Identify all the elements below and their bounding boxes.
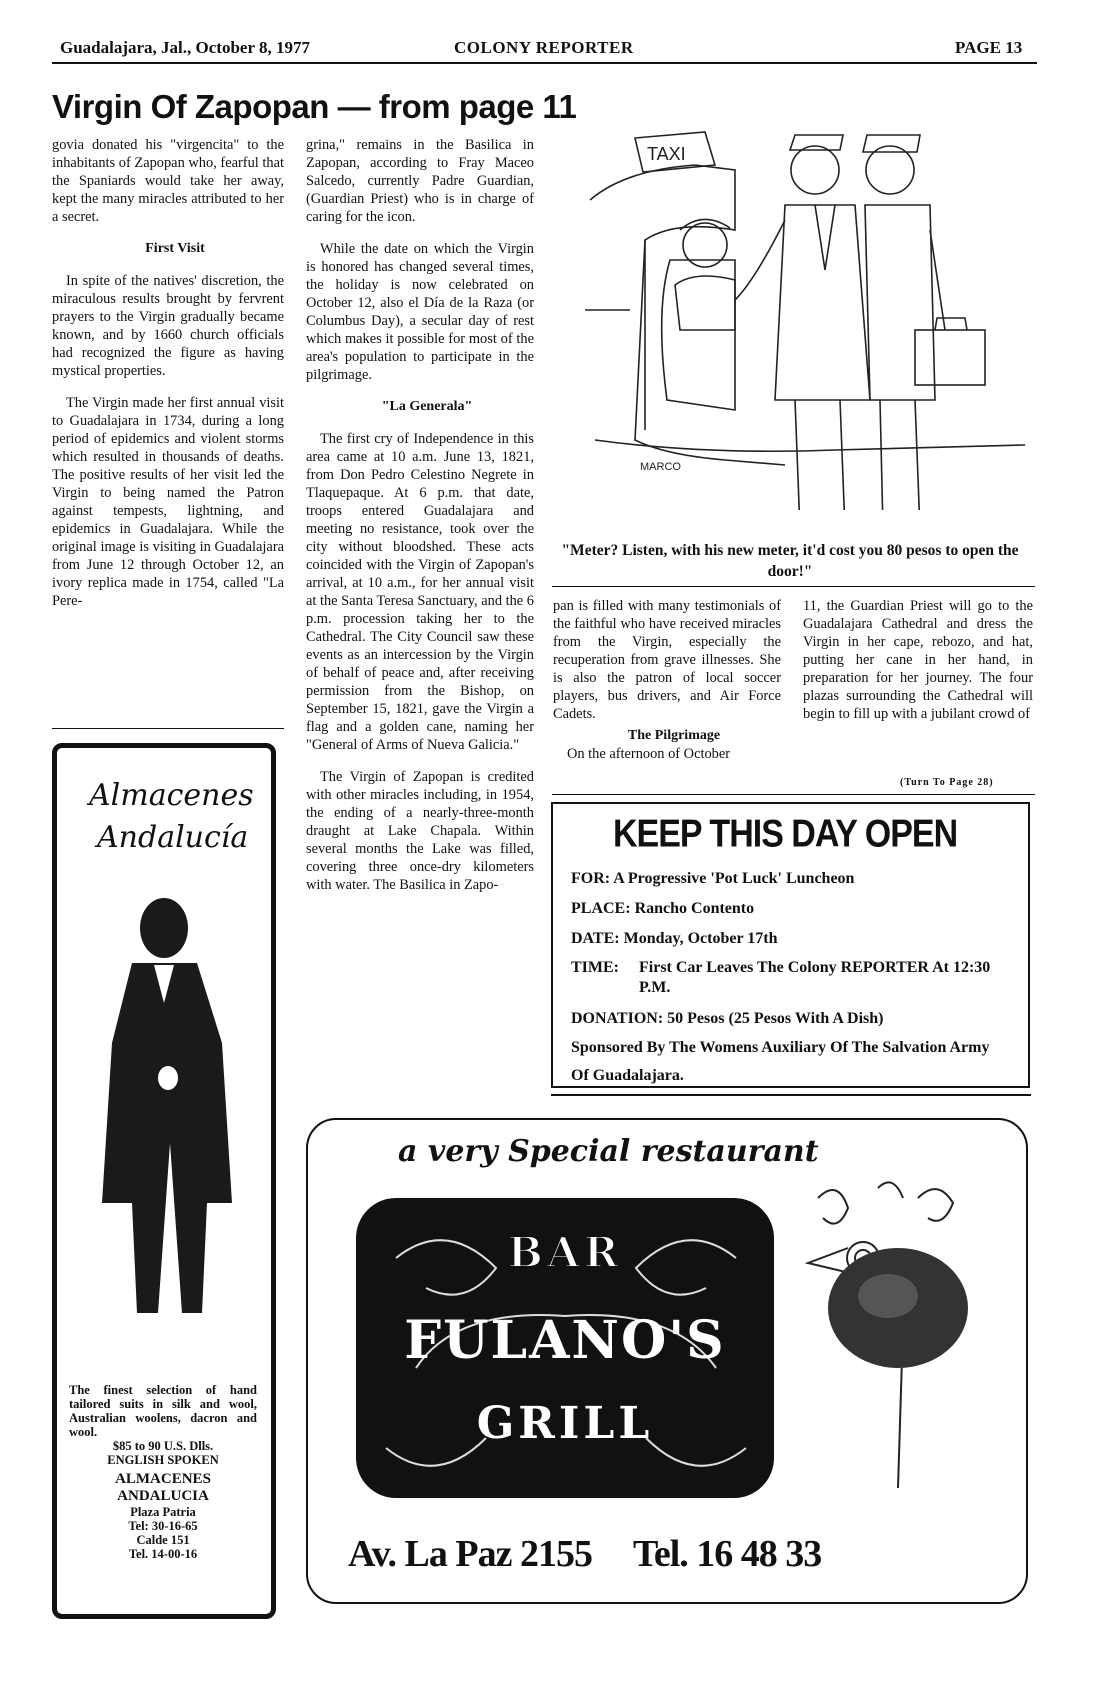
almacenes-name-2: ANDALUCIA xyxy=(117,1488,209,1504)
caption-rule xyxy=(552,586,1035,587)
notice-sponsor: Sponsored By The Womens Auxiliary Of The Salvation Army Of Guadalajara. xyxy=(571,1039,990,1084)
notice-title: KEEP THIS DAY OPEN xyxy=(613,812,958,856)
taxi-cartoon-drawing xyxy=(585,110,1030,510)
cartoon-signature: MARCO xyxy=(640,461,681,473)
almacenes-advertisement xyxy=(52,743,276,1619)
paragraph: While the date on which the Virgin is honored has changed several times, the holiday is now celebrated on October 12, also el Día de la Raza (or Columbus Day), a secular day of rest which makes it possible for most of the area's population to participate in the pilgrimage. xyxy=(306,241,534,383)
label: PLACE: xyxy=(571,900,631,917)
restaurant-phone: Tel. 16 48 33 xyxy=(633,1533,822,1575)
notice-donation xyxy=(571,1004,1011,1034)
paragraph: The Virgin made her first annual visit to Guadalajara in 1734, during a long period of epidemics and violent storms which resulted in thousands of deaths. The positive results of her visit led the Virgin to being named the Patron against tempests, lightning, and epidemics in Guadalajara. While the original image is visiting in Guadalajara from June 12 through October 12, an ivory replica made in 1754, called "La Pere- xyxy=(52,395,284,609)
subhead-la-generala: "La Generala" xyxy=(381,399,473,414)
almacenes-price: $85 to 90 U.S. Dlls. xyxy=(112,1439,214,1453)
subhead-first-visit: First Visit xyxy=(145,241,205,256)
almacenes-address-2: Calde 151 xyxy=(136,1533,190,1547)
page-number: PAGE 13 xyxy=(955,38,1023,57)
article-column-2 xyxy=(306,136,534,908)
dateline: Guadalajara, Jal., October 8, 1977 xyxy=(60,38,310,57)
notice-for xyxy=(571,864,1011,894)
restaurant-address: Av. La Paz 2155 xyxy=(348,1533,592,1575)
notice-time xyxy=(571,958,1011,998)
label: TIME: xyxy=(571,959,619,976)
turn-to-page: (Turn To Page 28) xyxy=(900,777,994,788)
article-column-1 xyxy=(52,136,284,624)
notice-date xyxy=(571,924,1011,954)
value: Rancho Contento xyxy=(634,900,755,917)
article-column-3 xyxy=(553,597,781,777)
paragraph: pan is filled with many testimonials of the faithful who have received miracles from the Virgin, especially the recuperation from grave illnesses. She is also the patron of local soccer players, bus drivers, and Air Force Cadets. xyxy=(553,598,781,722)
value: First Car Leaves The Colony REPORTER At 12:30 P.M. xyxy=(639,959,991,996)
paragraph: grina," remains in the Basilica in Zapopan, according to Fray Maceo Salcedo, currently Padre Guardian, (Guardian Priest) who is in charge of caring for the icon. xyxy=(306,137,534,225)
almacenes-phone-1: Tel: 30-16-65 xyxy=(128,1519,198,1533)
paragraph: govia donated his "virgencita" to the inhabitants of Zapopan who, fearful that the Spaniards would take her away, kept the many miracles attributed to her a secret. xyxy=(52,137,284,225)
almacenes-name-1: ALMACENES xyxy=(115,1471,211,1487)
almacenes-title-2: Andalucía xyxy=(97,820,249,855)
paragraph: In spite of the natives' discretion, the miraculous results brought by fervrent prayers to the Virgin gradually became known, and by 1660 church officials had recognized the figure as having mystical properties. xyxy=(52,273,284,379)
restaurant-logo-panel xyxy=(356,1198,774,1498)
gentleman-in-suit-illustration xyxy=(82,883,247,1323)
restaurant-grill: GRILL xyxy=(476,1398,654,1449)
label: DONATION: xyxy=(571,1010,664,1027)
notice-place xyxy=(571,894,1011,924)
header-rule xyxy=(52,62,1037,64)
peacock-bird-illustration xyxy=(778,1178,998,1518)
almacenes-description: The finest selection of hand tailored suits in silk and wool, Australian woolens, dacron and wool. xyxy=(69,1383,257,1439)
paragraph: The first cry of Independence in this area came at 10 a.m. June 13, 1821, from Don Pedro Celestino Negrete in Tlaquepaque. At 6 p.m. that date, troops entered Guadalajara and meeting no resistance, took over the city without bloodshed. These acts coincided with the Virgin of Zapopan's arrival, at 10 a.m., for her annual visit at the Santa Teresa Sanctuary, and the 6 p.m. procession taking her to the Cathedral. The City Council saw these events as an intercession by the Virgin of behalf of peace and, after receiving permission from the Bishop, on September 15, 1821, gave the Virgin a flag and a golden cane, naming her "General of Arms of Nueva Galicia." xyxy=(306,431,534,753)
paragraph: 11, the Guardian Priest will go to the Guadalajara Cathedral and dress the Virgin in her cape, rebozo, and hat, putting her cane in her hand, in preparation for her journey. The four plazas surrounding the Cathedral will begin to fill up with a jubilant crowd of xyxy=(803,598,1033,722)
label: FOR: xyxy=(571,870,611,887)
restaurant-name: FULANO'S xyxy=(404,1310,726,1371)
restaurant-tagline: a very Special restaurant xyxy=(398,1134,819,1169)
notice-bottom-rule xyxy=(551,1094,1031,1096)
label: DATE: xyxy=(571,930,620,947)
almacenes-address-1: Plaza Patria xyxy=(130,1505,196,1519)
newspaper-name: COLONY REPORTER xyxy=(454,38,634,57)
almacenes-ad-text xyxy=(69,1383,257,1561)
subhead-pilgrimage: The Pilgrimage xyxy=(627,728,721,743)
value: Monday, October 17th xyxy=(623,930,778,947)
paragraph: The Virgin of Zapopan is credited with other miracles including, in 1954, the ending of a nearly-three-month draught at Lake Chapala. Within several months the Lake was filled, covering three once-dry kilometers with water. The Basilica in Zapo- xyxy=(306,769,534,893)
column-divider xyxy=(552,794,1035,795)
almacenes-phone-2: Tel. 14-00-16 xyxy=(128,1547,198,1561)
paragraph: On the afternoon of October xyxy=(567,746,731,762)
almacenes-english: ENGLISH SPOKEN xyxy=(107,1453,219,1467)
taxi-sign-text: TAXI xyxy=(647,144,686,164)
restaurant-bar: BAR xyxy=(507,1228,623,1277)
value: 50 Pesos (25 Pesos With A Dish) xyxy=(667,1010,884,1027)
cartoon-illustration xyxy=(585,110,1030,510)
restaurant-advertisement xyxy=(306,1118,1028,1604)
column-divider xyxy=(52,728,284,729)
almacenes-title-1: Almacenes xyxy=(89,778,254,813)
notice-box xyxy=(551,802,1030,1088)
article-headline: Virgin Of Zapopan — from page 11 xyxy=(52,88,577,125)
value: A Progressive 'Pot Luck' Luncheon xyxy=(613,870,855,887)
article-column-4 xyxy=(803,597,1033,727)
cartoon-caption: "Meter? Listen, with his new meter, it'd cost you 80 pesos to open the door!" xyxy=(561,542,1019,580)
